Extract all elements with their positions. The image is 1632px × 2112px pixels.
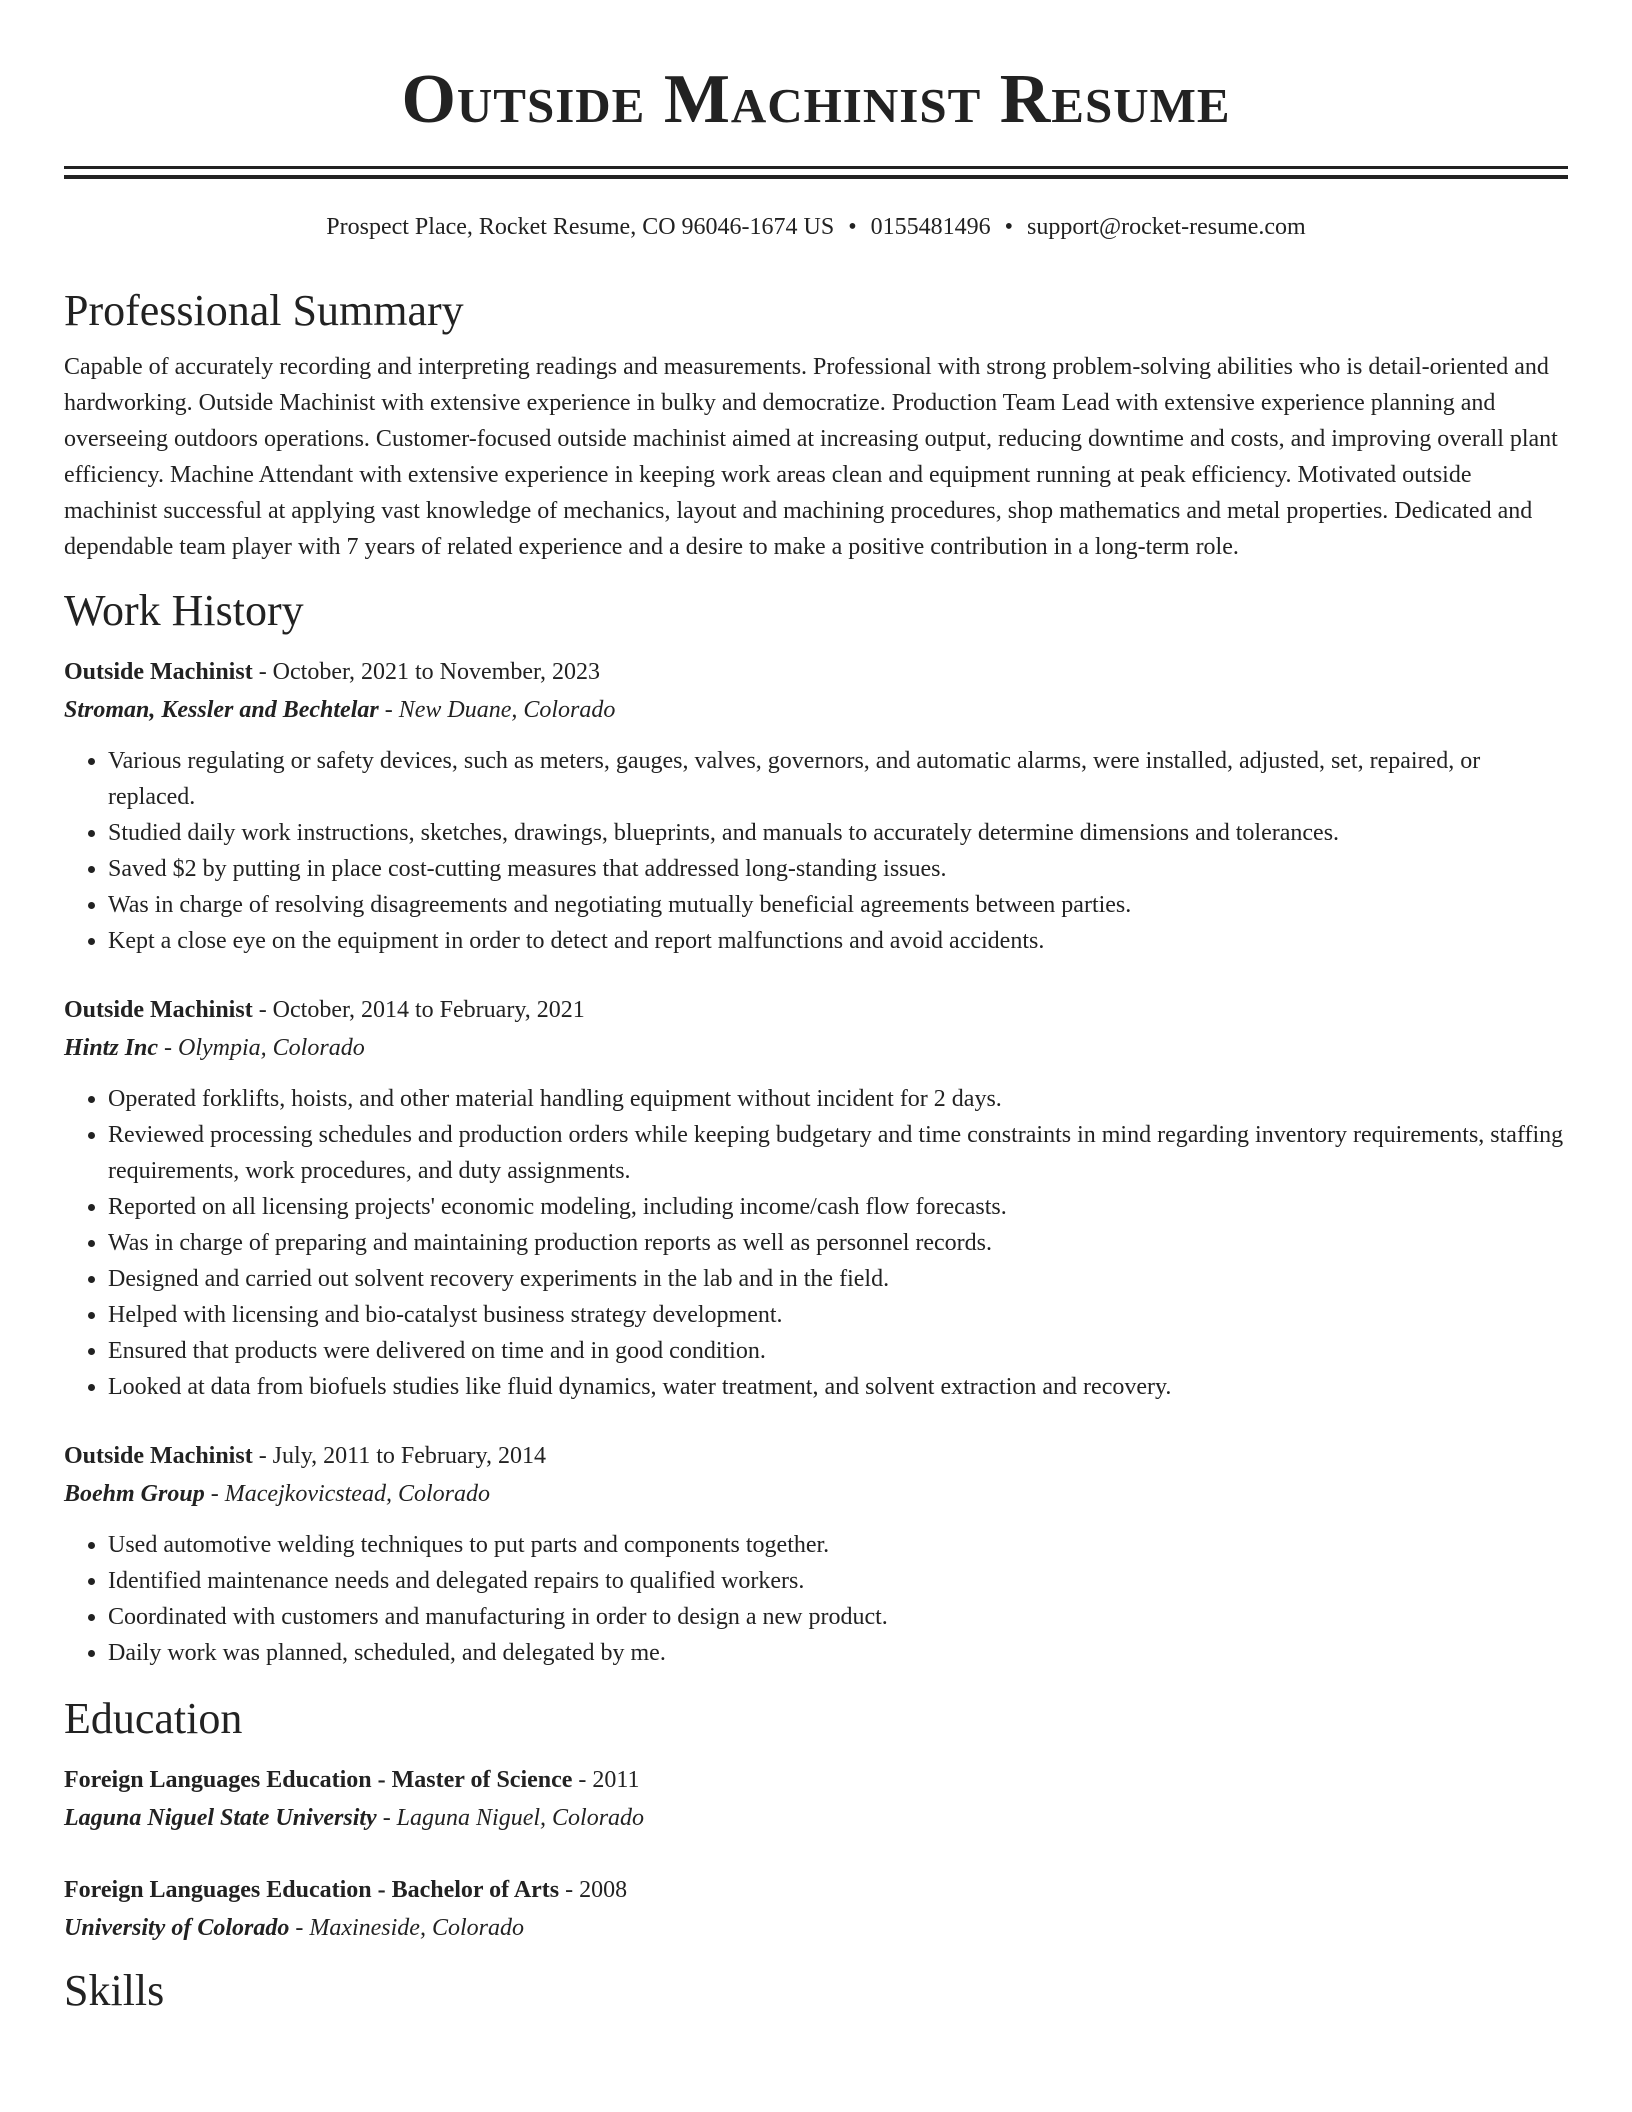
job-location: - New Duane, Colorado — [378, 697, 616, 723]
contact-line — [64, 211, 1568, 243]
education-degree-line — [64, 1871, 1568, 1909]
resume-title: Outside Machinist Resume — [401, 61, 1231, 138]
contact-separator: • — [1004, 214, 1014, 240]
education-heading: Education — [64, 1694, 243, 1743]
job-bullet: • Studied daily work instructions, sketches, drawings, blueprints, and manuals to accurately determine dimensions and tolerances. — [108, 815, 1568, 851]
contact-email[interactable]: support@rocket-resume.com — [1027, 214, 1306, 240]
job-bullet: • Helped with licensing and bio-catalyst business strategy development. — [108, 1297, 1568, 1333]
title-rule-bottom — [64, 175, 1568, 179]
job-bullets — [64, 1081, 1568, 1405]
education-location: - Maxineside, Colorado — [289, 1915, 524, 1941]
summary-heading: Professional Summary — [64, 286, 464, 335]
job-bullet: • Saved $2 by putting in place cost-cutting measures that addressed long-standing issues. — [108, 851, 1568, 887]
contact-phone: 0155481496 — [870, 214, 991, 240]
job-bullet: • Various regulating or safety devices, such as meters, gauges, valves, governors, and automatic alarms, were installed, adjusted, set, repaired, or replaced. — [108, 743, 1568, 815]
education-school: University of Colorado — [64, 1915, 290, 1941]
job-title: Outside Machinist — [64, 659, 253, 685]
title-rule-top — [64, 166, 1568, 169]
job-company: Hintz Inc — [64, 1035, 159, 1061]
job-company: Stroman, Kessler and Bechtelar — [64, 697, 379, 723]
job-location: - Macejkovicstead, Colorado — [204, 1481, 490, 1507]
job-bullets — [64, 1527, 1568, 1671]
job-title-line — [64, 653, 1568, 691]
job-bullets — [64, 743, 1568, 959]
job-bullet: • Was in charge of resolving disagreements and negotiating mutually beneficial agreements between parties. — [108, 887, 1568, 923]
job-bullet: • Reviewed processing schedules and production orders while keeping budgetary and time constraints in mind regarding inventory requirements, staffing requirements, work procedures, and duty assignments. — [108, 1117, 1568, 1189]
job-bullet: • Was in charge of preparing and maintaining production reports as well as personnel records. — [108, 1225, 1568, 1261]
job-bullet: • Coordinated with customers and manufacturing in order to design a new product. — [108, 1599, 1568, 1635]
job-bullet: • Ensured that products were delivered on time and in good condition. — [108, 1333, 1568, 1369]
job-bullet: • Kept a close eye on the equipment in order to detect and report malfunctions and avoid accidents. — [108, 923, 1568, 959]
job-entry — [64, 991, 1568, 1405]
education-degree: Foreign Languages Education - Bachelor of Arts — [64, 1877, 560, 1903]
contact-separator: • — [848, 214, 857, 240]
education-year: - 2011 — [572, 1767, 640, 1793]
job-employer-line — [64, 1475, 1568, 1513]
skills-heading: Skills — [64, 1966, 165, 2015]
job-entry — [64, 1437, 1568, 1671]
job-bullet: • Used automotive welding techniques to put parts and components together. — [108, 1527, 1568, 1563]
contact-address: Prospect Place, Rocket Resume, CO 96046-1674 US — [326, 214, 835, 240]
education-entry — [64, 1761, 1568, 1837]
job-bullet: • Reported on all licensing projects' economic modeling, including income/cash flow forecasts. — [108, 1189, 1568, 1225]
education-school-line — [64, 1799, 1568, 1837]
education-year: - 2008 — [559, 1877, 628, 1903]
job-bullet: • Designed and carried out solvent recovery experiments in the lab and in the field. — [108, 1261, 1568, 1297]
education-entry — [64, 1871, 1568, 1947]
education-degree-line — [64, 1761, 1568, 1799]
job-dates: - October, 2021 to November, 2023 — [252, 659, 601, 685]
education-location: - Laguna Niguel, Colorado — [376, 1805, 645, 1831]
job-title-line — [64, 991, 1568, 1029]
job-location: - Olympia, Colorado — [158, 1035, 365, 1061]
education-school: Laguna Niguel State University — [64, 1805, 377, 1831]
job-bullet: • Identified maintenance needs and delegated repairs to qualified workers. — [108, 1563, 1568, 1599]
job-employer-line — [64, 1029, 1568, 1067]
education-school-line — [64, 1909, 1568, 1947]
job-bullet: • Operated forklifts, hoists, and other material handling equipment without incident for 2 days. — [108, 1081, 1568, 1117]
job-employer-line — [64, 691, 1568, 729]
job-entry — [64, 653, 1568, 959]
job-bullet: • Daily work was planned, scheduled, and delegated by me. — [108, 1635, 1568, 1671]
work-history-heading: Work History — [64, 586, 304, 635]
job-dates: - July, 2011 to February, 2014 — [252, 1443, 546, 1469]
job-company: Boehm Group — [64, 1481, 205, 1507]
job-dates: - October, 2014 to February, 2021 — [252, 997, 585, 1023]
education-degree: Foreign Languages Education - Master of Science — [64, 1767, 573, 1793]
job-title: Outside Machinist — [64, 1443, 253, 1469]
summary-text: Capable of accurately recording and interpreting readings and measurements. Professional with strong problem-solving abilities who is detail-oriented and hardworking. Outside Machinist with extensive experience in bulky and democratize. Production Team Lead with extensive experience planning and overseeing outdoors operations. Customer-focused outside machinist aimed at increasing output, reducing downtime and costs, and improving overall plant efficiency. Machine Attendant with extensive experience in keeping work areas clean and equipment running at peak efficiency. Motivated outside machinist successful at applying vast knowledge of mechanics, layout and machining procedures, shop mathematics and metal properties. Dedicated and dependable team player with 7 years of related experience and a desire to make a positive contribution in a long-term role. — [64, 354, 1558, 560]
job-bullet: • Looked at data from biofuels studies like fluid dynamics, water treatment, and solvent extraction and recovery. — [108, 1369, 1568, 1405]
job-title-line — [64, 1437, 1568, 1475]
job-title: Outside Machinist — [64, 997, 253, 1023]
